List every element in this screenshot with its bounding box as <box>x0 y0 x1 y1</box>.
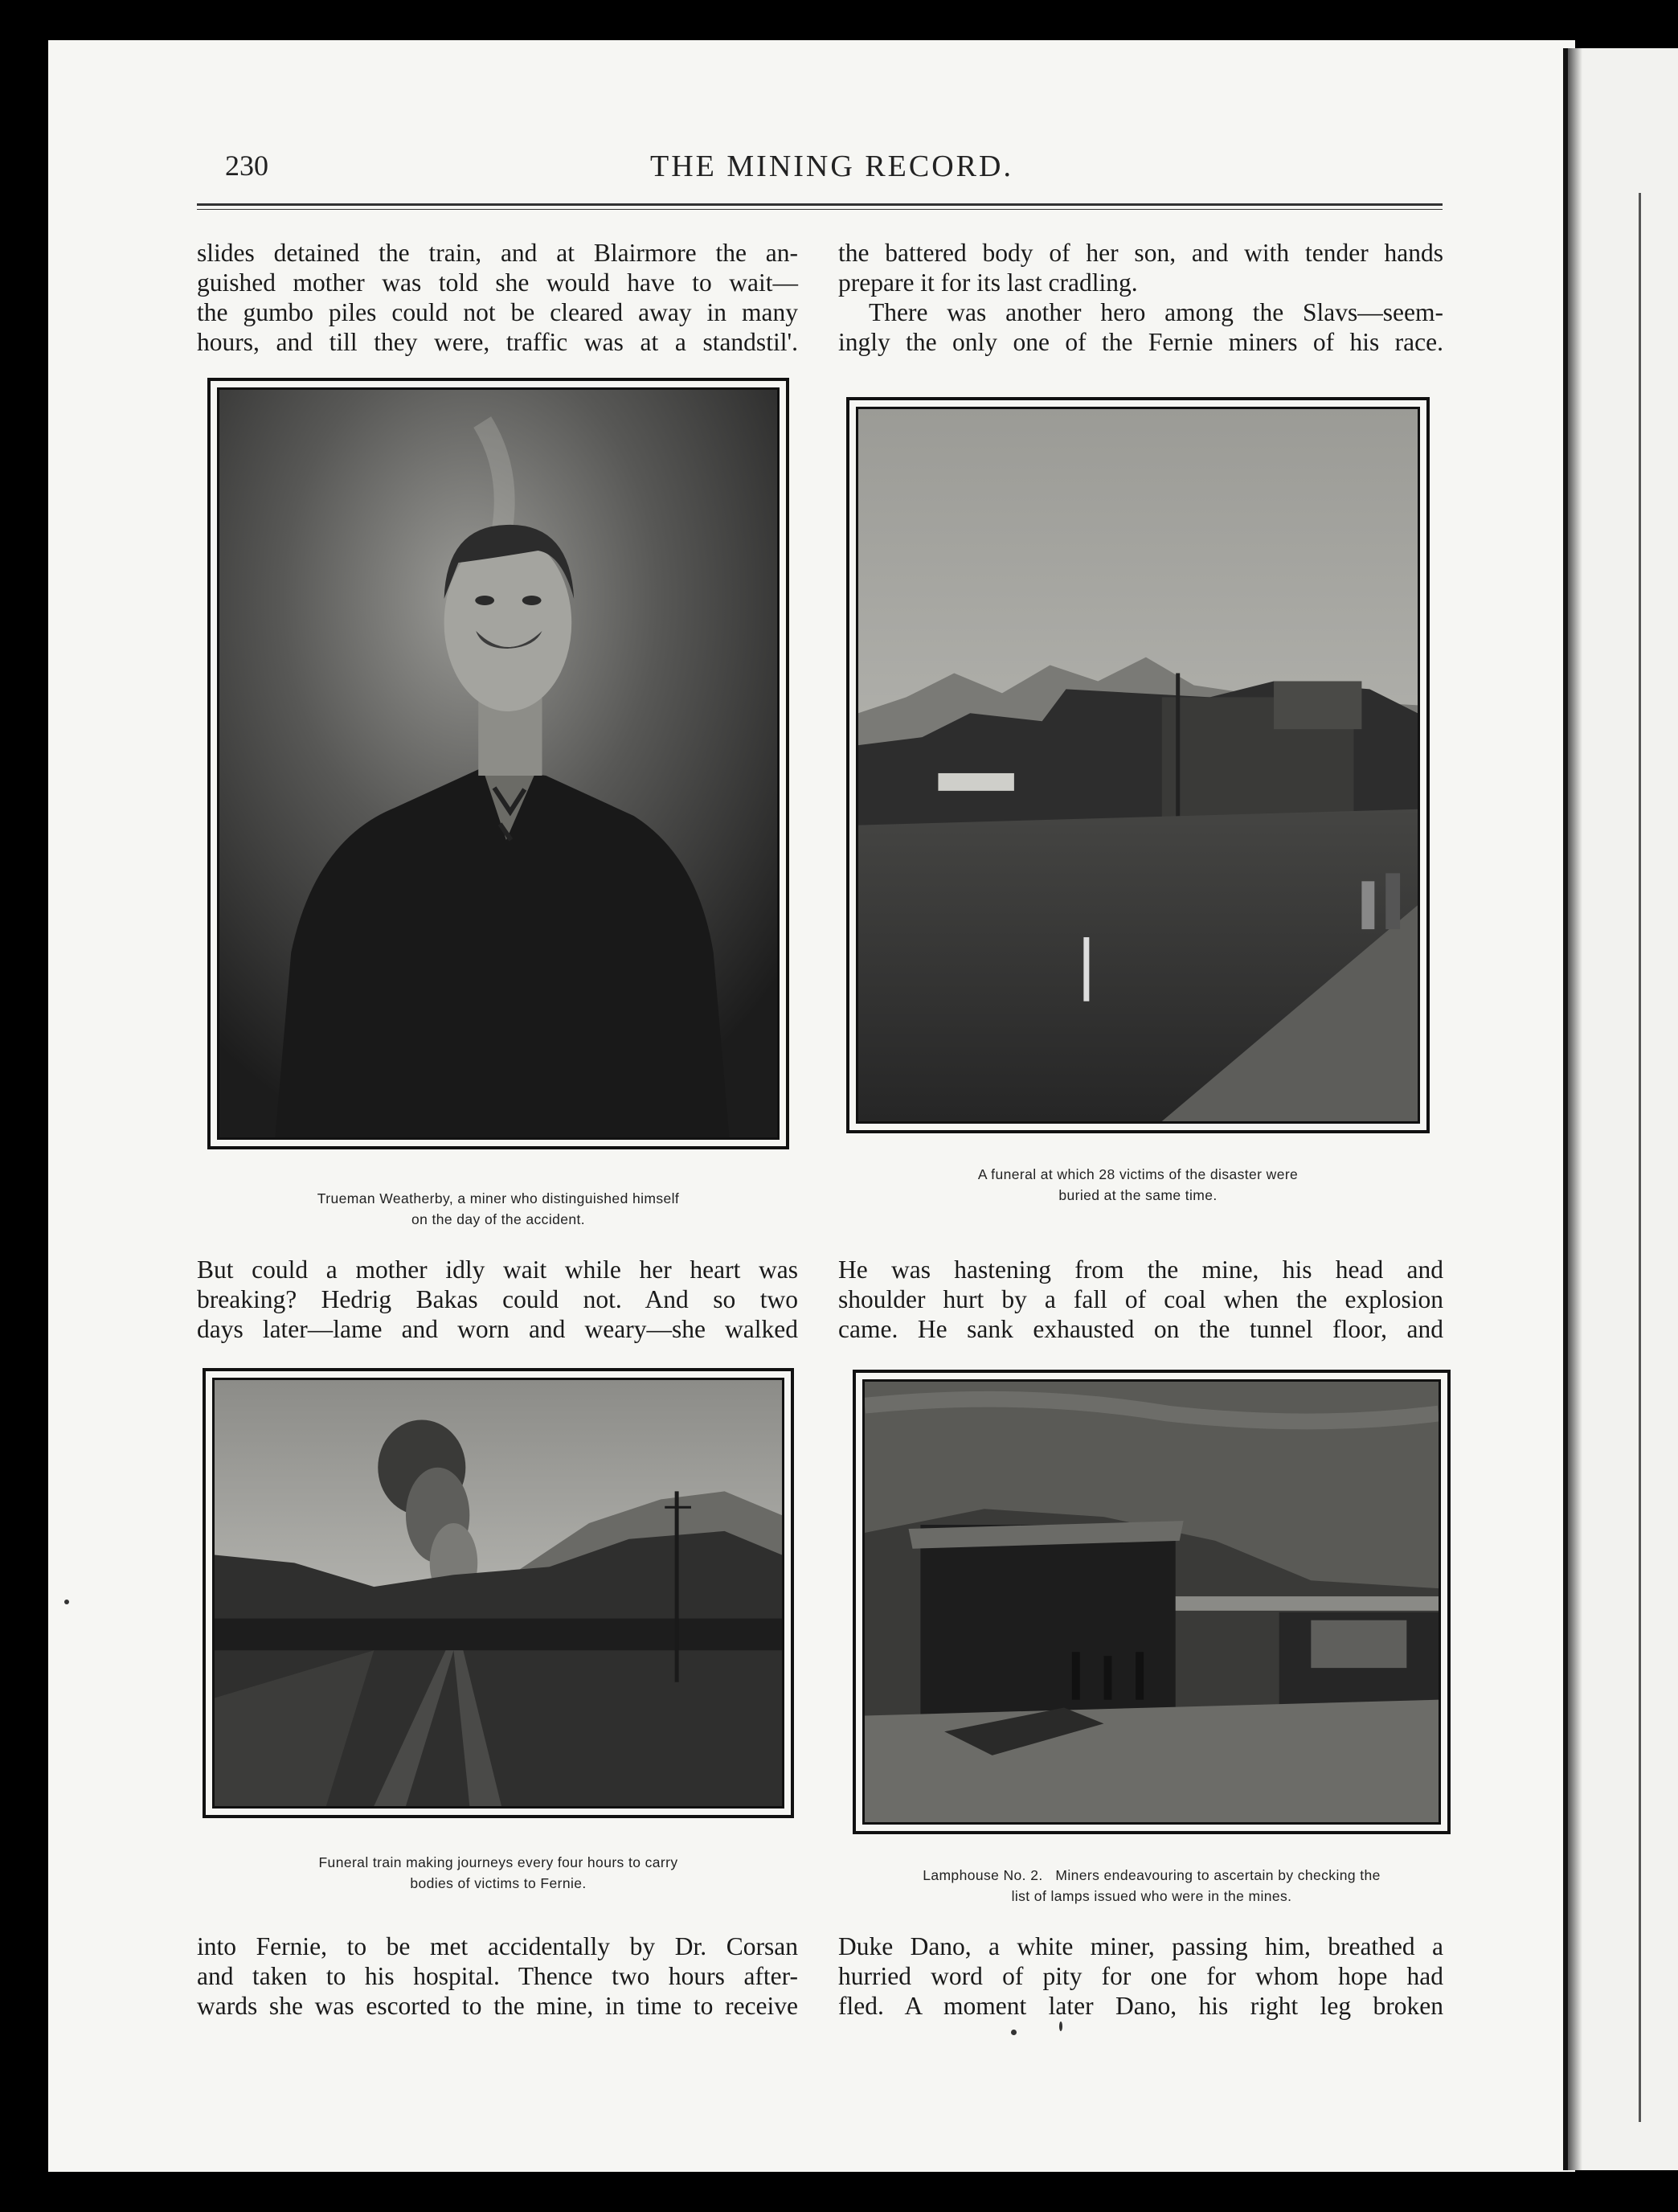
caption-funeral-train <box>203 1852 794 1894</box>
text-line: But could a mother idly wait while her heart was <box>197 1256 798 1284</box>
text-right-bottom <box>838 1931 1443 2021</box>
text-line: into Fernie, to be met accidentally by Dr. Corsan <box>197 1932 798 1960</box>
caption-line: Trueman Weatherby, a miner who distinguished himself <box>317 1190 680 1206</box>
text-line: He was hastening from the mine, his head and <box>838 1256 1443 1284</box>
text-line: hurried word of pity for one for whom hope had <box>838 1962 1443 1990</box>
caption-line: bodies of victims to Fernie. <box>410 1875 587 1891</box>
text-line: the battered body of her son, and with tender hands <box>838 239 1443 267</box>
page-number: 230 <box>225 150 268 182</box>
text-line: Duke Dano, a white miner, passing him, breathed a <box>838 1932 1443 1960</box>
text-line: ingly the only one of the Fernie miners of his race. <box>838 328 1443 356</box>
text-line: and taken to his hospital. Thence two hours after- <box>197 1962 798 1990</box>
text-left-bottom <box>197 1931 798 2021</box>
text-line: guished mother was told she would have to wait— <box>197 268 798 297</box>
text-line: fled. A moment later Dano, his right leg broken <box>838 1992 1443 2020</box>
scan-speck <box>1011 2030 1017 2035</box>
text-line: days later—lame and worn and weary—she walked <box>197 1315 798 1343</box>
train-image <box>215 1380 782 1806</box>
scan-speck <box>1059 2022 1062 2031</box>
text-left-middle <box>197 1255 798 1344</box>
text-line: hours, and till they were, traffic was at a standstil'. <box>197 328 798 356</box>
text-line: the gumbo piles could not be cleared away in many <box>197 298 798 326</box>
photo-street-funeral <box>846 397 1430 1133</box>
photo-funeral-train <box>203 1368 794 1818</box>
header-rule-thin <box>197 209 1443 210</box>
header-rule-thick <box>197 203 1443 206</box>
text-right-middle <box>838 1255 1443 1344</box>
caption-line: Lamphouse No. 2. Miners endeavouring to ascertain by checking the <box>923 1867 1381 1883</box>
scan-speck <box>64 1600 69 1604</box>
text-right-top <box>838 238 1443 357</box>
caption-line: on the day of the accident. <box>411 1211 586 1227</box>
facing-page-rule <box>1639 193 1641 2122</box>
text-line: wards she was escorted to the mine, in time to receive <box>197 1992 798 2020</box>
photo-portrait <box>207 378 789 1149</box>
caption-lamphouse <box>853 1865 1451 1907</box>
photo-lamphouse <box>853 1370 1451 1834</box>
facing-page-edge <box>1563 48 1678 2170</box>
caption-street-funeral <box>846 1164 1430 1206</box>
caption-portrait <box>207 1188 789 1230</box>
caption-line: Funeral train making journeys every four hours to carry <box>318 1854 678 1870</box>
text-line: came. He sank exhausted on the tunnel floor, and <box>838 1315 1443 1343</box>
text-line: shoulder hurt by a fall of coal when the explosion <box>838 1285 1443 1313</box>
text-line: slides detained the train, and at Blairmore the an- <box>197 239 798 267</box>
portrait-image <box>219 390 777 1137</box>
page-gutter-shadow <box>1568 48 1582 2170</box>
street-image <box>858 409 1418 1121</box>
text-line: prepare it for its last cradling. <box>838 268 1138 297</box>
running-title: THE MINING RECORD. <box>650 150 1013 183</box>
text-left-top <box>197 238 798 357</box>
text-line: There was another hero among the Slavs—seem- <box>869 298 1443 326</box>
lamphouse-image <box>865 1382 1439 1822</box>
caption-line: buried at the same time. <box>1058 1187 1218 1203</box>
caption-line: list of lamps issued who were in the mines. <box>1011 1888 1292 1904</box>
text-line: breaking? Hedrig Bakas could not. And so two <box>197 1285 798 1313</box>
caption-line: A funeral at which 28 victims of the disaster were <box>977 1166 1299 1182</box>
page-header <box>225 149 1439 189</box>
